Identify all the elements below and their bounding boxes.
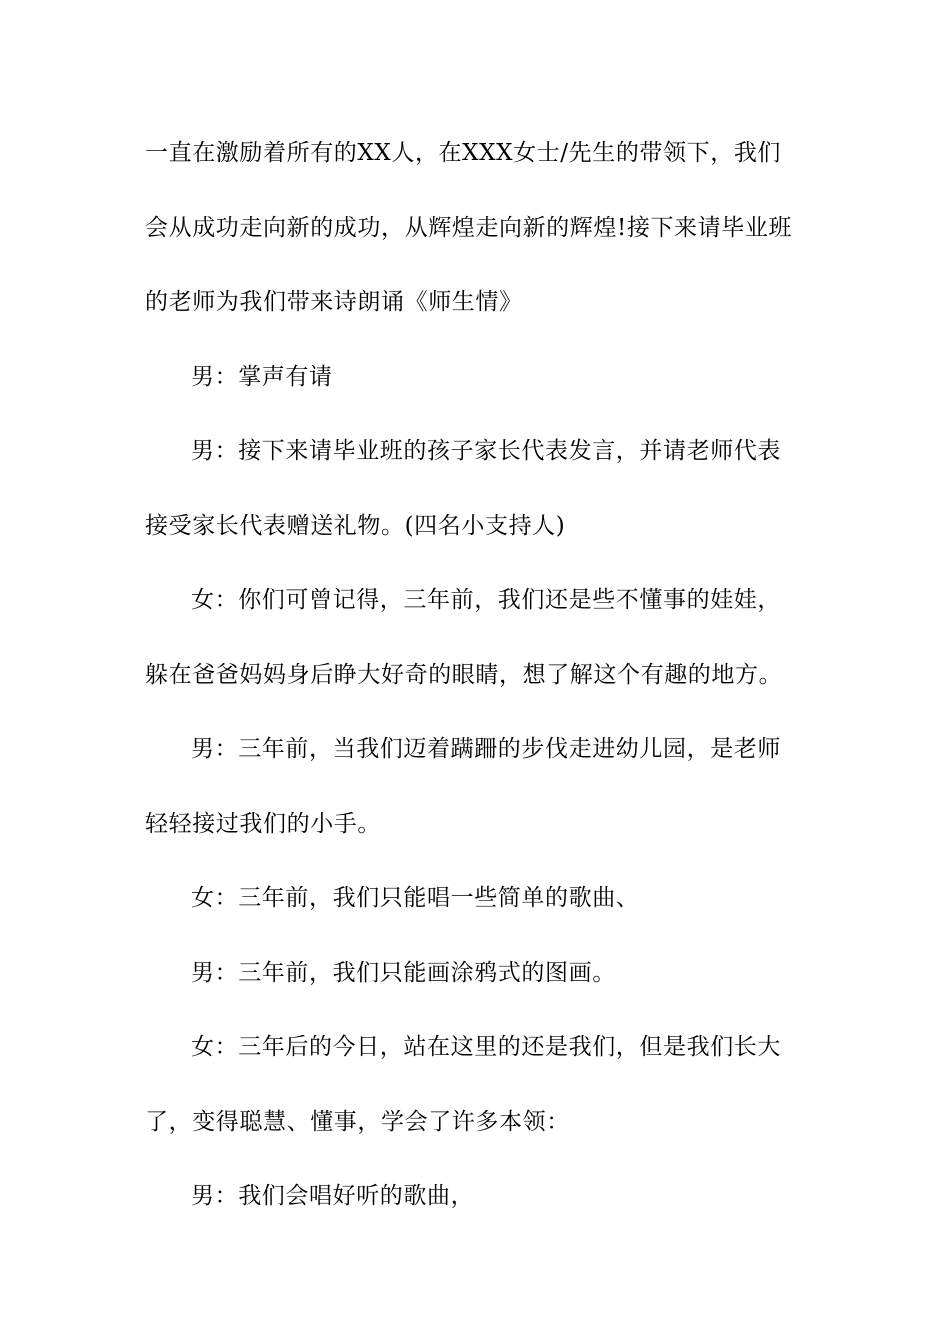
text-line: 男：三年前，我们只能画涂鸦式的图画。 bbox=[191, 959, 616, 986]
text-line: 接受家长代表赠送礼物。(四名小支持人) bbox=[145, 512, 566, 539]
text-line: 男：接下来请毕业班的孩子家长代表发言，并请老师代表 bbox=[191, 438, 781, 464]
text-line: 男：三年前，当我们迈着蹒跚的步伐走进幼儿园，是老师 bbox=[191, 736, 781, 762]
text-line: 会从成功走向新的成功，从辉煌走向新的辉煌!接下来请毕业班 bbox=[145, 214, 793, 241]
text-line: 了，变得聪慧、懂事，学会了许多本领： bbox=[145, 1108, 570, 1135]
text-line: 女：三年前，我们只能唱一些简单的歌曲、 bbox=[191, 885, 640, 911]
text-line: 女：三年后的今日，站在这里的还是我们，但是我们长大 bbox=[191, 1034, 781, 1060]
text-line: 女：你们可曾记得，三年前，我们还是些不懂事的娃娃， bbox=[191, 587, 781, 613]
text-line: 男：掌声有请 bbox=[191, 363, 333, 390]
text-line: 躲在爸爸妈妈身后睁大好奇的眼睛，想了解这个有趣的地方。 bbox=[145, 661, 783, 688]
text-line: 一直在激励着所有的XX人，在XXX女士/先生的带领下，我们 bbox=[145, 140, 782, 166]
text-line: 男：我们会唱好听的歌曲， bbox=[191, 1183, 475, 1209]
document-body bbox=[145, 133, 810, 1251]
text-line: 轻轻接过我们的小手。 bbox=[145, 810, 381, 837]
text-line: 的老师为我们带来诗朗诵《师生情》 bbox=[145, 289, 523, 315]
